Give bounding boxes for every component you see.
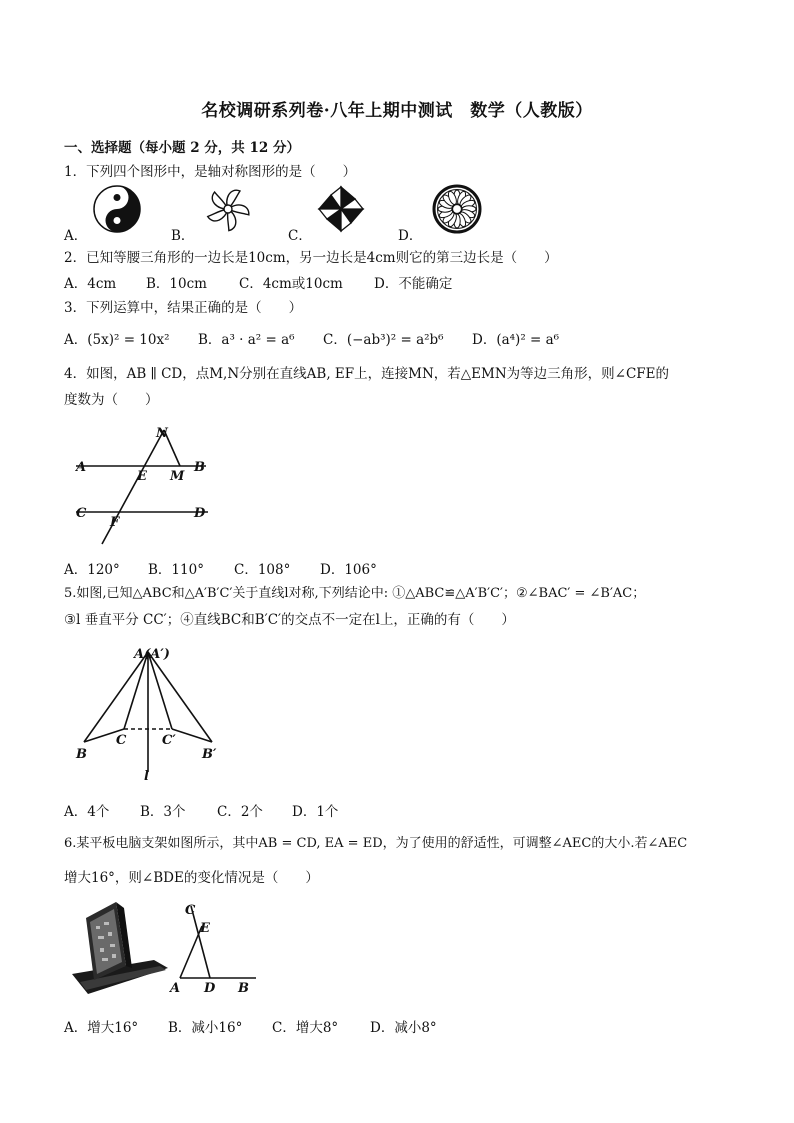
q5-option-d: D．1个 — [292, 804, 339, 820]
q4-option-b: B．110° — [148, 562, 204, 578]
q6-option-b: B．减小16° — [168, 1020, 243, 1036]
q4-label-b: B — [194, 460, 205, 475]
q5-options — [64, 800, 664, 818]
q5-option-b: B．3个 — [140, 804, 186, 820]
section-heading: 一、选择题（每小题 2 分，共 12 分） — [64, 140, 300, 156]
q6-option-a: A．增大16° — [64, 1020, 139, 1036]
q4-label-n: N — [156, 426, 168, 441]
q5-label-b: B — [76, 747, 87, 762]
q5-label-l: l — [144, 769, 149, 784]
chrysanthemum-emblem-icon — [432, 184, 482, 234]
q6-label-b: B — [238, 981, 249, 996]
q3-option-d: D．(a⁴)² = a⁶ — [472, 332, 560, 348]
q5-option-c: C．2个 — [217, 804, 263, 820]
q5-label-a: A(A′) — [134, 647, 170, 662]
q4-option-d: D．106° — [320, 562, 377, 578]
q4-label-f: F — [110, 515, 120, 530]
q6-option-c: C．增大8° — [272, 1020, 339, 1036]
q4-label-a: A — [76, 460, 87, 475]
q5-figure — [64, 640, 234, 785]
q6-option-d: D．减小8° — [370, 1020, 437, 1036]
q2-options — [64, 272, 664, 290]
q1-label-a: A． — [64, 228, 88, 244]
tablet-stand-photo — [64, 896, 174, 1006]
q6-label-a: A — [170, 981, 181, 996]
q4-label-e: E — [137, 469, 147, 484]
q1-label-d: D． — [398, 228, 423, 244]
q2-option-a: A．4cm — [64, 276, 117, 292]
q4-figure — [64, 420, 224, 550]
q1-label-b: B． — [171, 228, 195, 244]
q5-label-b-prime: B′ — [202, 747, 217, 762]
q5-label-c-prime: C′ — [162, 733, 176, 748]
q4-option-c: C．108° — [234, 562, 291, 578]
q4-label-d: D — [194, 506, 206, 521]
q2-option-d: D．不能确定 — [374, 276, 453, 292]
q4-label-m: M — [170, 469, 185, 484]
pinwheel-triangles-icon — [316, 184, 366, 234]
q3-option-b: B．a³ · a² = a⁶ — [198, 332, 295, 348]
q6-label-d: D — [204, 981, 216, 996]
q3-options — [64, 328, 704, 346]
question-4-stem-line2: 度数为（ ） — [64, 392, 159, 408]
yin-yang-icon — [92, 184, 142, 234]
q2-option-c: C．4cm或10cm — [239, 276, 343, 292]
q6-label-c: C — [185, 903, 196, 918]
page-title: 名校调研系列卷·八年上期中测试 数学（人教版） — [201, 101, 593, 121]
question-3-stem: 3．下列运算中，结果正确的是（ ） — [64, 300, 303, 316]
question-6-stem-line1: 6.某平板电脑支架如图所示，其中AB = CD, EA = ED，为了使用的舒适性，可调整∠AEC的大小.若∠AEC — [64, 836, 688, 851]
q5-option-a: A．4个 — [64, 804, 110, 820]
question-5-stem-line1: 5.如图,已知△ABC和△A′B′C′关于直线l对称,下列结论中: ①△ABC≌△A′B′C′；②∠BAC′ = ∠B′AC； — [64, 586, 646, 601]
q3-option-c: C．(−ab³)² = a²b⁶ — [323, 332, 444, 348]
question-2-stem: 2．已知等腰三角形的一边长是10cm，另一边长是4cm则它的第三边长是（ ） — [64, 250, 558, 266]
pinwheel-petals-icon — [203, 184, 253, 234]
q6-options — [64, 1016, 664, 1034]
q4-label-c: C — [76, 506, 87, 521]
q6-label-e: E — [200, 921, 210, 936]
question-5-stem-line2: ③l 垂直平分 CC′；④直线BC和B′C′的交点不一定在l上，正确的有（ ） — [64, 612, 515, 628]
question-4-stem-line1: 4．如图，AB ∥ CD，点M,N分别在直线AB, EF上，连接MN，若△EMN为等边三角形，则∠CFE的 — [64, 366, 670, 382]
question-6-stem-line2: 增大16°，则∠BDE的变化情况是（ ） — [64, 870, 319, 886]
q6-figure — [168, 896, 258, 1000]
question-1-stem: 1．下列四个图形中，是轴对称图形的是（ ） — [64, 164, 357, 180]
q2-option-b: B．10cm — [146, 276, 207, 292]
q3-option-a: A．(5x)² = 10x² — [64, 332, 170, 348]
q1-label-c: C． — [288, 228, 312, 244]
q5-label-c: C — [116, 733, 127, 748]
q4-options — [64, 558, 664, 576]
q4-option-a: A．120° — [64, 562, 120, 578]
